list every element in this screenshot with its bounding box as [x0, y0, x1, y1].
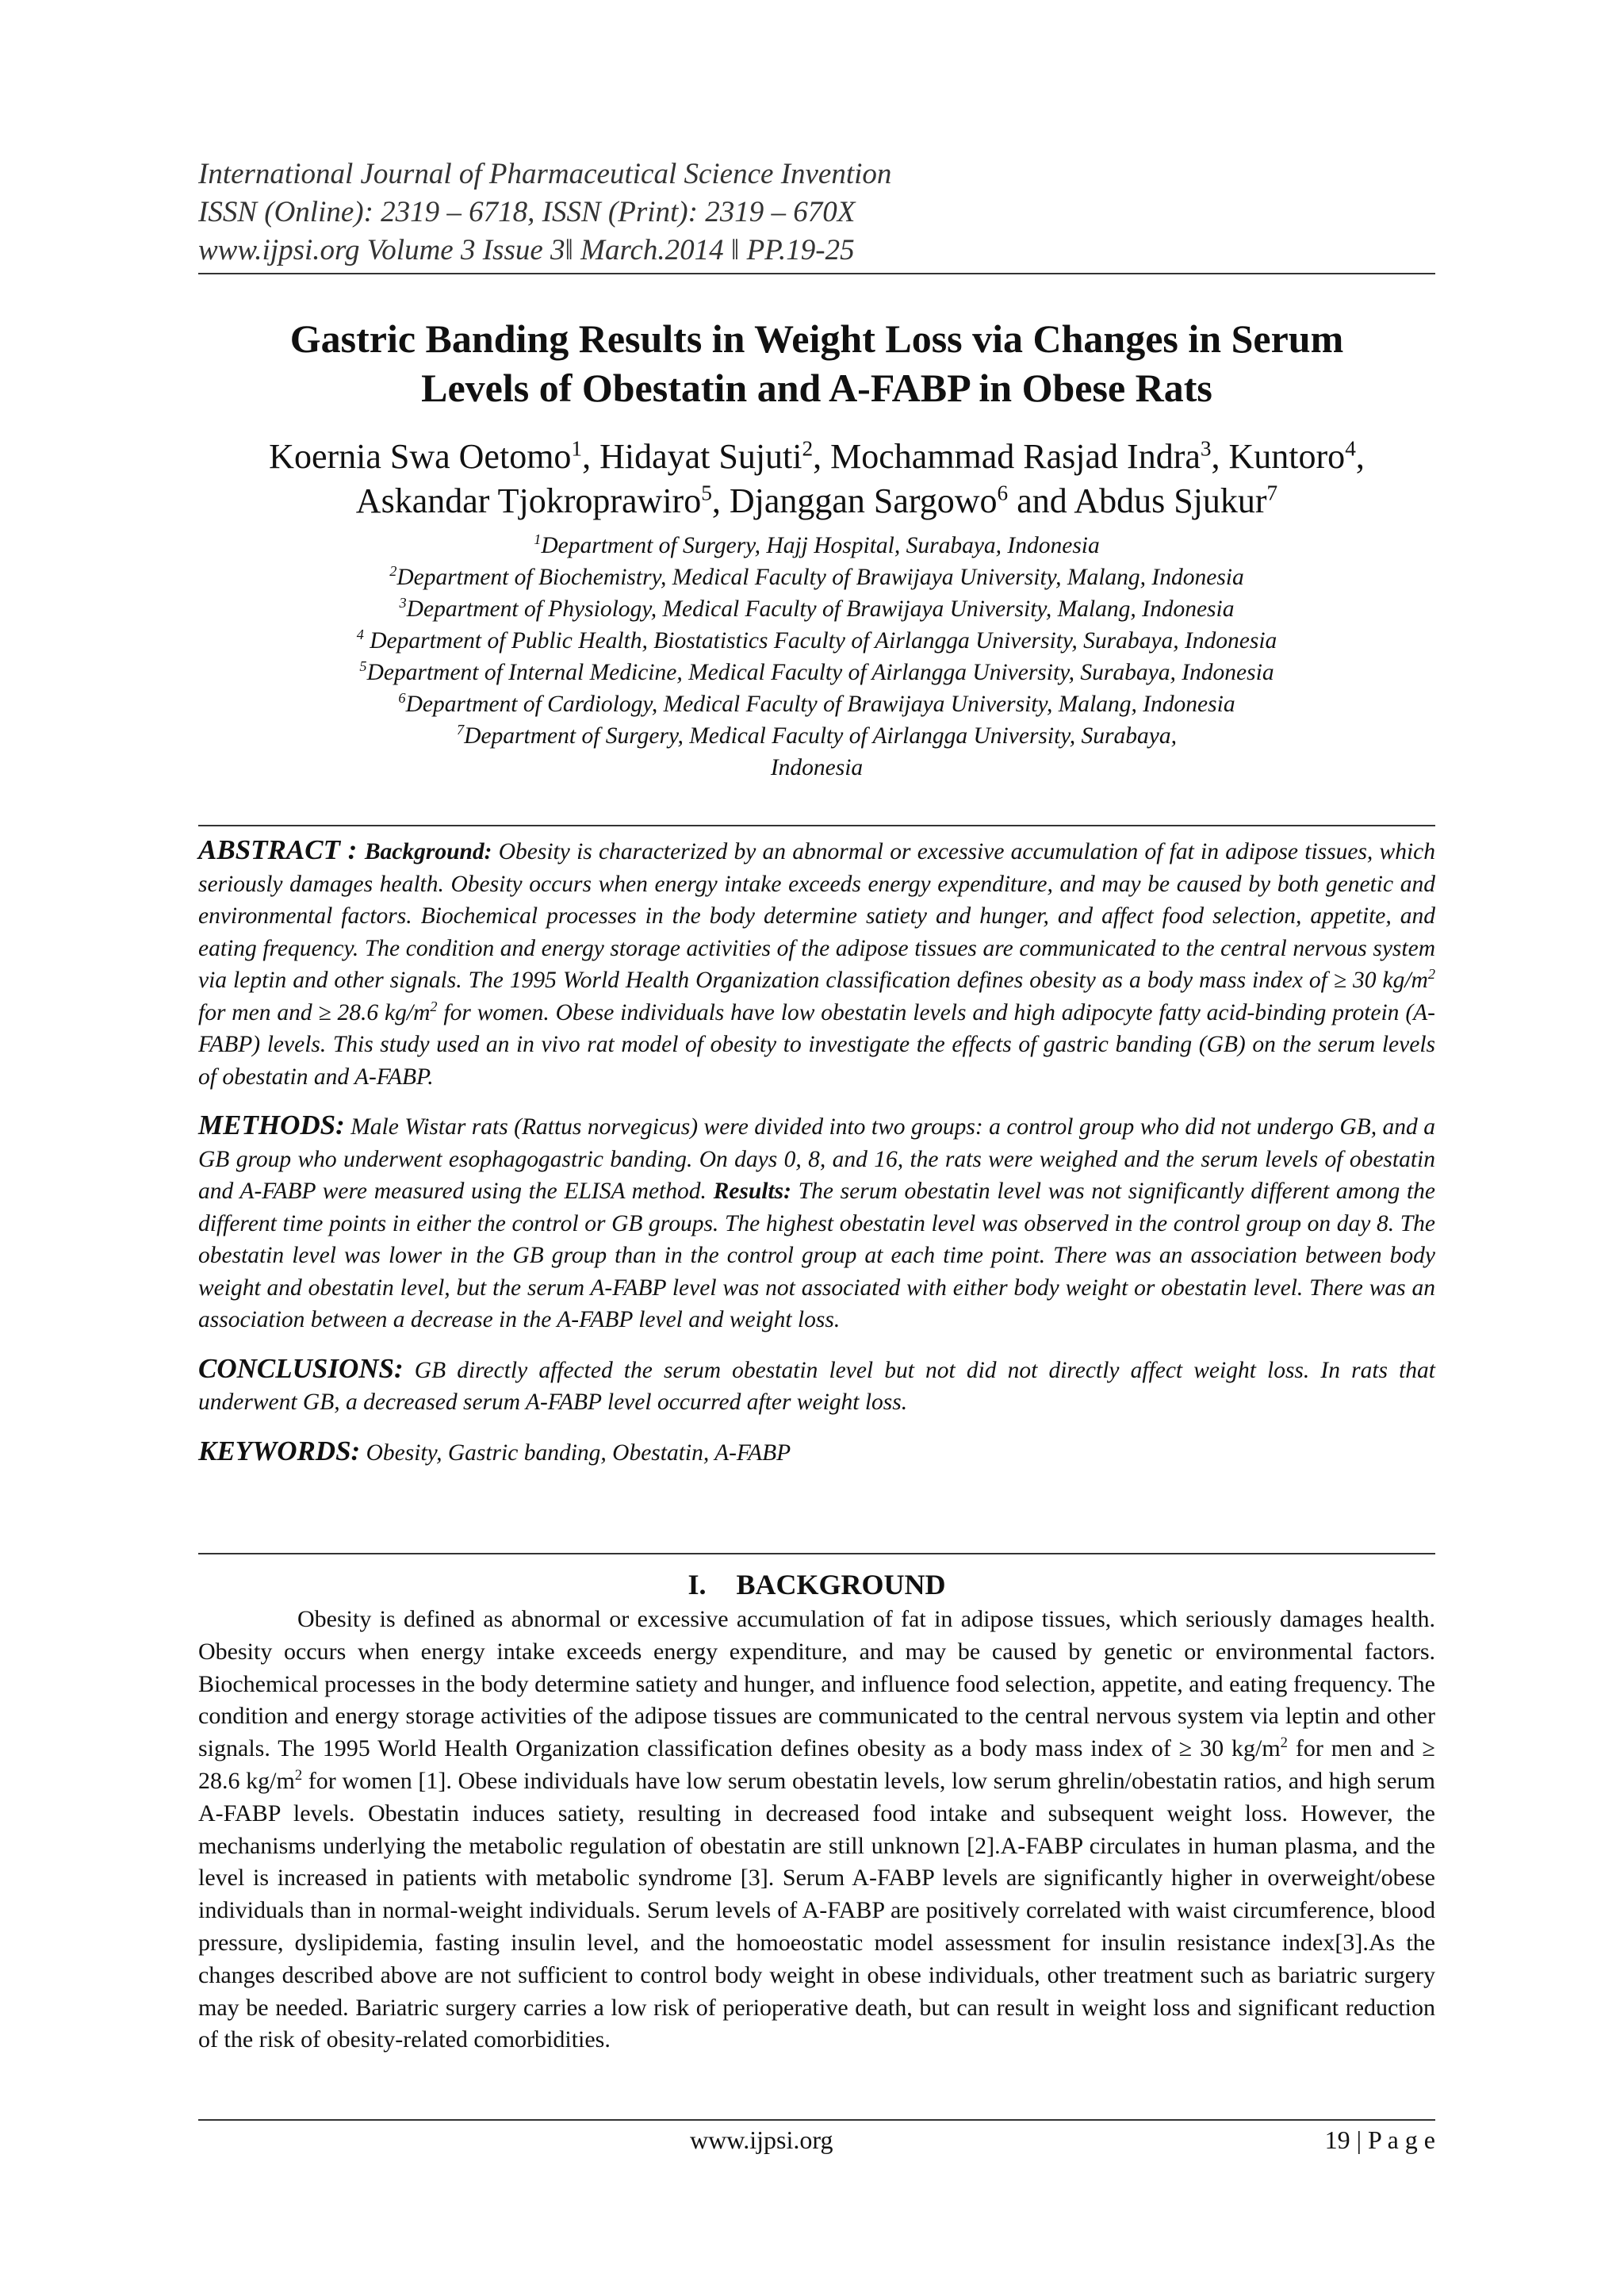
affiliation-text: Department of Surgery, Hajj Hospital, Surabaya, Indonesia: [541, 533, 1100, 558]
body-text: for women [1]. Obese individuals have low serum obestatin levels, low serum ghrelin/obestatin ratios, and high serum A-FABP levels. Obestatin induces satiety, resulting in decreased food intake and subsequent weight loss. However, the mechanisms underlying the metabolic regulation of obestatin are still unknown [2].A-FABP circulates in human plasma, and the level is increased in patients with metabolic syndrome [3]. Serum A-FABP levels are significantly higher in overweight/obese individuals than in normal-weight individuals. Serum levels of A-FABP are positively correlated with waist circumference, blood pressure, dyslipidemia, fasting insulin level, and the homoeostatic model assessment for insulin resistance index[3].As the changes described above are not sufficient to control body weight in obese individuals, other treatment such as bariatric surgery may be needed. Bariatric surgery carries a low risk of perioperative death, but can result in weight loss and significant reduction of the risk of obesity-related comorbidities.: [198, 1767, 1435, 2053]
author-line-1: [198, 435, 1435, 479]
results-text: The serum obestatin level was not significantly different among the different time points in either the control or GB groups. The highest obestatin level was observed in the control group on day 8. The obestatin level was lower in the GB group than in the control group at each time point. There was an association between body weight and obestatin level, but the serum A-FABP level was not associated with either body weight or obestatin level. There was an association between a decrease in the A-FABP level and weight loss.: [198, 1179, 1435, 1332]
affiliation-line: [198, 625, 1435, 657]
affiliation-line: [198, 593, 1435, 625]
affiliation-sup: 5: [359, 658, 367, 675]
affiliation-line: [198, 688, 1435, 720]
footer-rule: [198, 2119, 1435, 2121]
affiliation-text: Department of Internal Medicine, Medical Faculty of Airlangga University, Surabaya, Indonesia: [366, 660, 1274, 685]
abstract-background: [198, 834, 1435, 1093]
author-sep: ,: [582, 437, 600, 476]
keywords-label: KEYWORDS:: [198, 1435, 361, 1466]
affiliation-sup: 2: [389, 563, 397, 580]
background-text: for men and ≥ 28.6 kg/m: [198, 999, 431, 1025]
affiliation-sup: 7: [457, 722, 465, 738]
footer-url: www.ijpsi.org: [690, 2125, 833, 2154]
superscript: 2: [1280, 1734, 1288, 1752]
author-sep: ,: [813, 437, 831, 476]
journal-name: International Journal of Pharmaceutical Science Invention: [198, 158, 892, 190]
author-name: Hidayat Sujuti: [599, 437, 802, 476]
affiliation-line: [198, 530, 1435, 562]
affiliation-text: Department of Public Health, Biostatistics Faculty of Airlangga University, Surabaya, Indonesia: [363, 628, 1277, 654]
author-sep: ,: [1211, 437, 1229, 476]
superscript: 2: [430, 998, 438, 1014]
header-rule: [198, 273, 1435, 274]
author-list: [198, 435, 1435, 523]
conclusions-label: CONCLUSIONS:: [198, 1352, 404, 1384]
affiliation-text: Department of Biochemistry, Medical Faculty of Brawijaya University, Malang, Indonesia: [396, 565, 1244, 590]
affiliation-sup: 3: [399, 595, 407, 611]
section-number: I.: [688, 1569, 707, 1600]
author-affil-sup: 6: [997, 481, 1009, 505]
methods-text: Male Wistar rats (Rattus norvegicus) were divided into two groups: a control group who did not undergo GB, and a GB group who underwent esophagogastric banding. On days 0, 8, and 16, the rats were weighed and the serum levels of obestatin and A-FABP were measured using the ELISA method.: [198, 1114, 1435, 1204]
conclusions-text: GB directly affected the serum obestatin level but not did not directly affect weight loss. In rats that underwent GB, a decreased serum A-FABP level occurred after weight loss.: [198, 1357, 1435, 1415]
abstract-conclusions: [198, 1353, 1435, 1419]
affiliation-sup: 1: [534, 531, 542, 548]
journal-volume-line: www.ijpsi.org Volume 3 Issue 3‖ March.2014 ‖ PP.19-25: [198, 234, 855, 266]
author-name: Koernia Swa Oetomo: [269, 437, 572, 476]
author-affil-sup: 1: [571, 436, 583, 461]
author-name: Kuntoro: [1228, 437, 1346, 476]
author-sep: ,: [711, 481, 730, 520]
methods-label: METHODS:: [198, 1110, 345, 1140]
author-affil-sup: 2: [802, 436, 814, 461]
author-name: Abdus Sjukur: [1074, 481, 1267, 520]
author-name: Djanggan Sargowo: [729, 481, 998, 520]
abstract: [198, 834, 1435, 1485]
author-affil-sup: 4: [1345, 436, 1356, 461]
title-line-1: Gastric Banding Results in Weight Loss via Changes in Serum: [289, 316, 1344, 361]
page-footer: [198, 2125, 1435, 2165]
affiliation-sup: 6: [398, 690, 406, 707]
section-body: [198, 1604, 1435, 2056]
affiliation-sup: 4: [356, 627, 364, 643]
affiliation-text: Department of Cardiology, Medical Faculty of Brawijaya University, Malang, Indonesia: [405, 692, 1235, 717]
affiliation-text: Department of Physiology, Medical Faculty of Brawijaya University, Malang, Indonesia: [406, 596, 1235, 622]
body-paragraph: [198, 1604, 1435, 2056]
author-line-2: [198, 479, 1435, 523]
keywords-text: Obesity, Gastric banding, Obestatin, A-FABP: [360, 1439, 791, 1466]
body-text: for men and ≥ 28.6 kg/m: [198, 1735, 1435, 1794]
title-line-2: Levels of Obestatin and A-FABP in Obese Rats: [421, 366, 1212, 410]
abstract-label: ABSTRACT :: [198, 834, 365, 865]
superscript: 2: [1427, 966, 1435, 983]
background-text: Obesity is characterized by an abnormal or excessive accumulation of fat in adipose tissues, which seriously damages health. Obesity occurs when energy intake exceeds energy expenditure, and may be caused by both genetic and environmental factors. Biochemical processes in the body determine satiety and hunger, and affect food selection, appetite, and eating frequency. The condition and energy storage activities of the adipose tissues are communicated to the central nervous system via leptin and other signals. The 1995 World Health Organization classification defines obesity as a body mass index of ≥ 30 kg/m: [198, 839, 1436, 993]
abstract-bottom-rule: [198, 1553, 1435, 1554]
abstract-methods: [198, 1110, 1435, 1336]
journal-header: [198, 155, 1435, 270]
affiliation-line: [198, 562, 1435, 593]
body-text: Obesity is defined as abnormal or excessive accumulation of fat in adipose tissues, which seriously damages health. Obesity occurs when energy intake exceeds energy expenditure, and may be caused by genetic or environmental factors. Biochemical processes in the body determine satiety and hunger, and influence food selection, appetite, and eating frequency. The condition and energy storage activities of the adipose tissues are communicated to the central nervous system via leptin and other signals. The 1995 World Health Organization classification defines obesity as a body mass index of ≥ 30 kg/m: [198, 1606, 1435, 1762]
background-label: Background:: [364, 839, 492, 864]
author-affil-sup: 3: [1200, 436, 1212, 461]
results-label: Results:: [713, 1179, 791, 1204]
author-name: Mochammad Rasjad Indra: [830, 437, 1201, 476]
abstract-top-rule: [198, 825, 1435, 826]
paper-title: [198, 314, 1435, 412]
author-sep: ,: [1355, 437, 1365, 476]
journal-issn: ISSN (Online): 2319 – 6718, ISSN (Print): 2319 – 670X: [198, 196, 856, 228]
page-number: 19 | P a g e: [1324, 2125, 1435, 2154]
author-sep: and: [1008, 481, 1074, 520]
affiliation-list: [198, 530, 1435, 784]
author-affil-sup: 7: [1266, 481, 1278, 505]
section-title: BACKGROUND: [736, 1569, 946, 1600]
affiliation-line: [198, 657, 1435, 688]
author-name: Askandar Tjokroprawiro: [355, 481, 702, 520]
affiliation-line: [198, 752, 1435, 784]
section-heading: [198, 1566, 1435, 1603]
author-affil-sup: 5: [701, 481, 712, 505]
affiliation-text: Department of Surgery, Medical Faculty of Airlangga University, Surabaya,: [464, 723, 1177, 749]
affiliation-line: [198, 720, 1435, 752]
affiliation-text: Indonesia: [770, 755, 864, 780]
superscript: 2: [294, 1766, 303, 1784]
abstract-keywords: [198, 1435, 1435, 1470]
background-text: for women. Obese individuals have low obestatin levels and high adipocyte fatty acid-binding protein (A-FABP) levels. This study used an in vivo rat model of obesity to investigate the effects of gastric banding (GB) on the serum levels of obestatin and A-FABP.: [198, 999, 1435, 1090]
